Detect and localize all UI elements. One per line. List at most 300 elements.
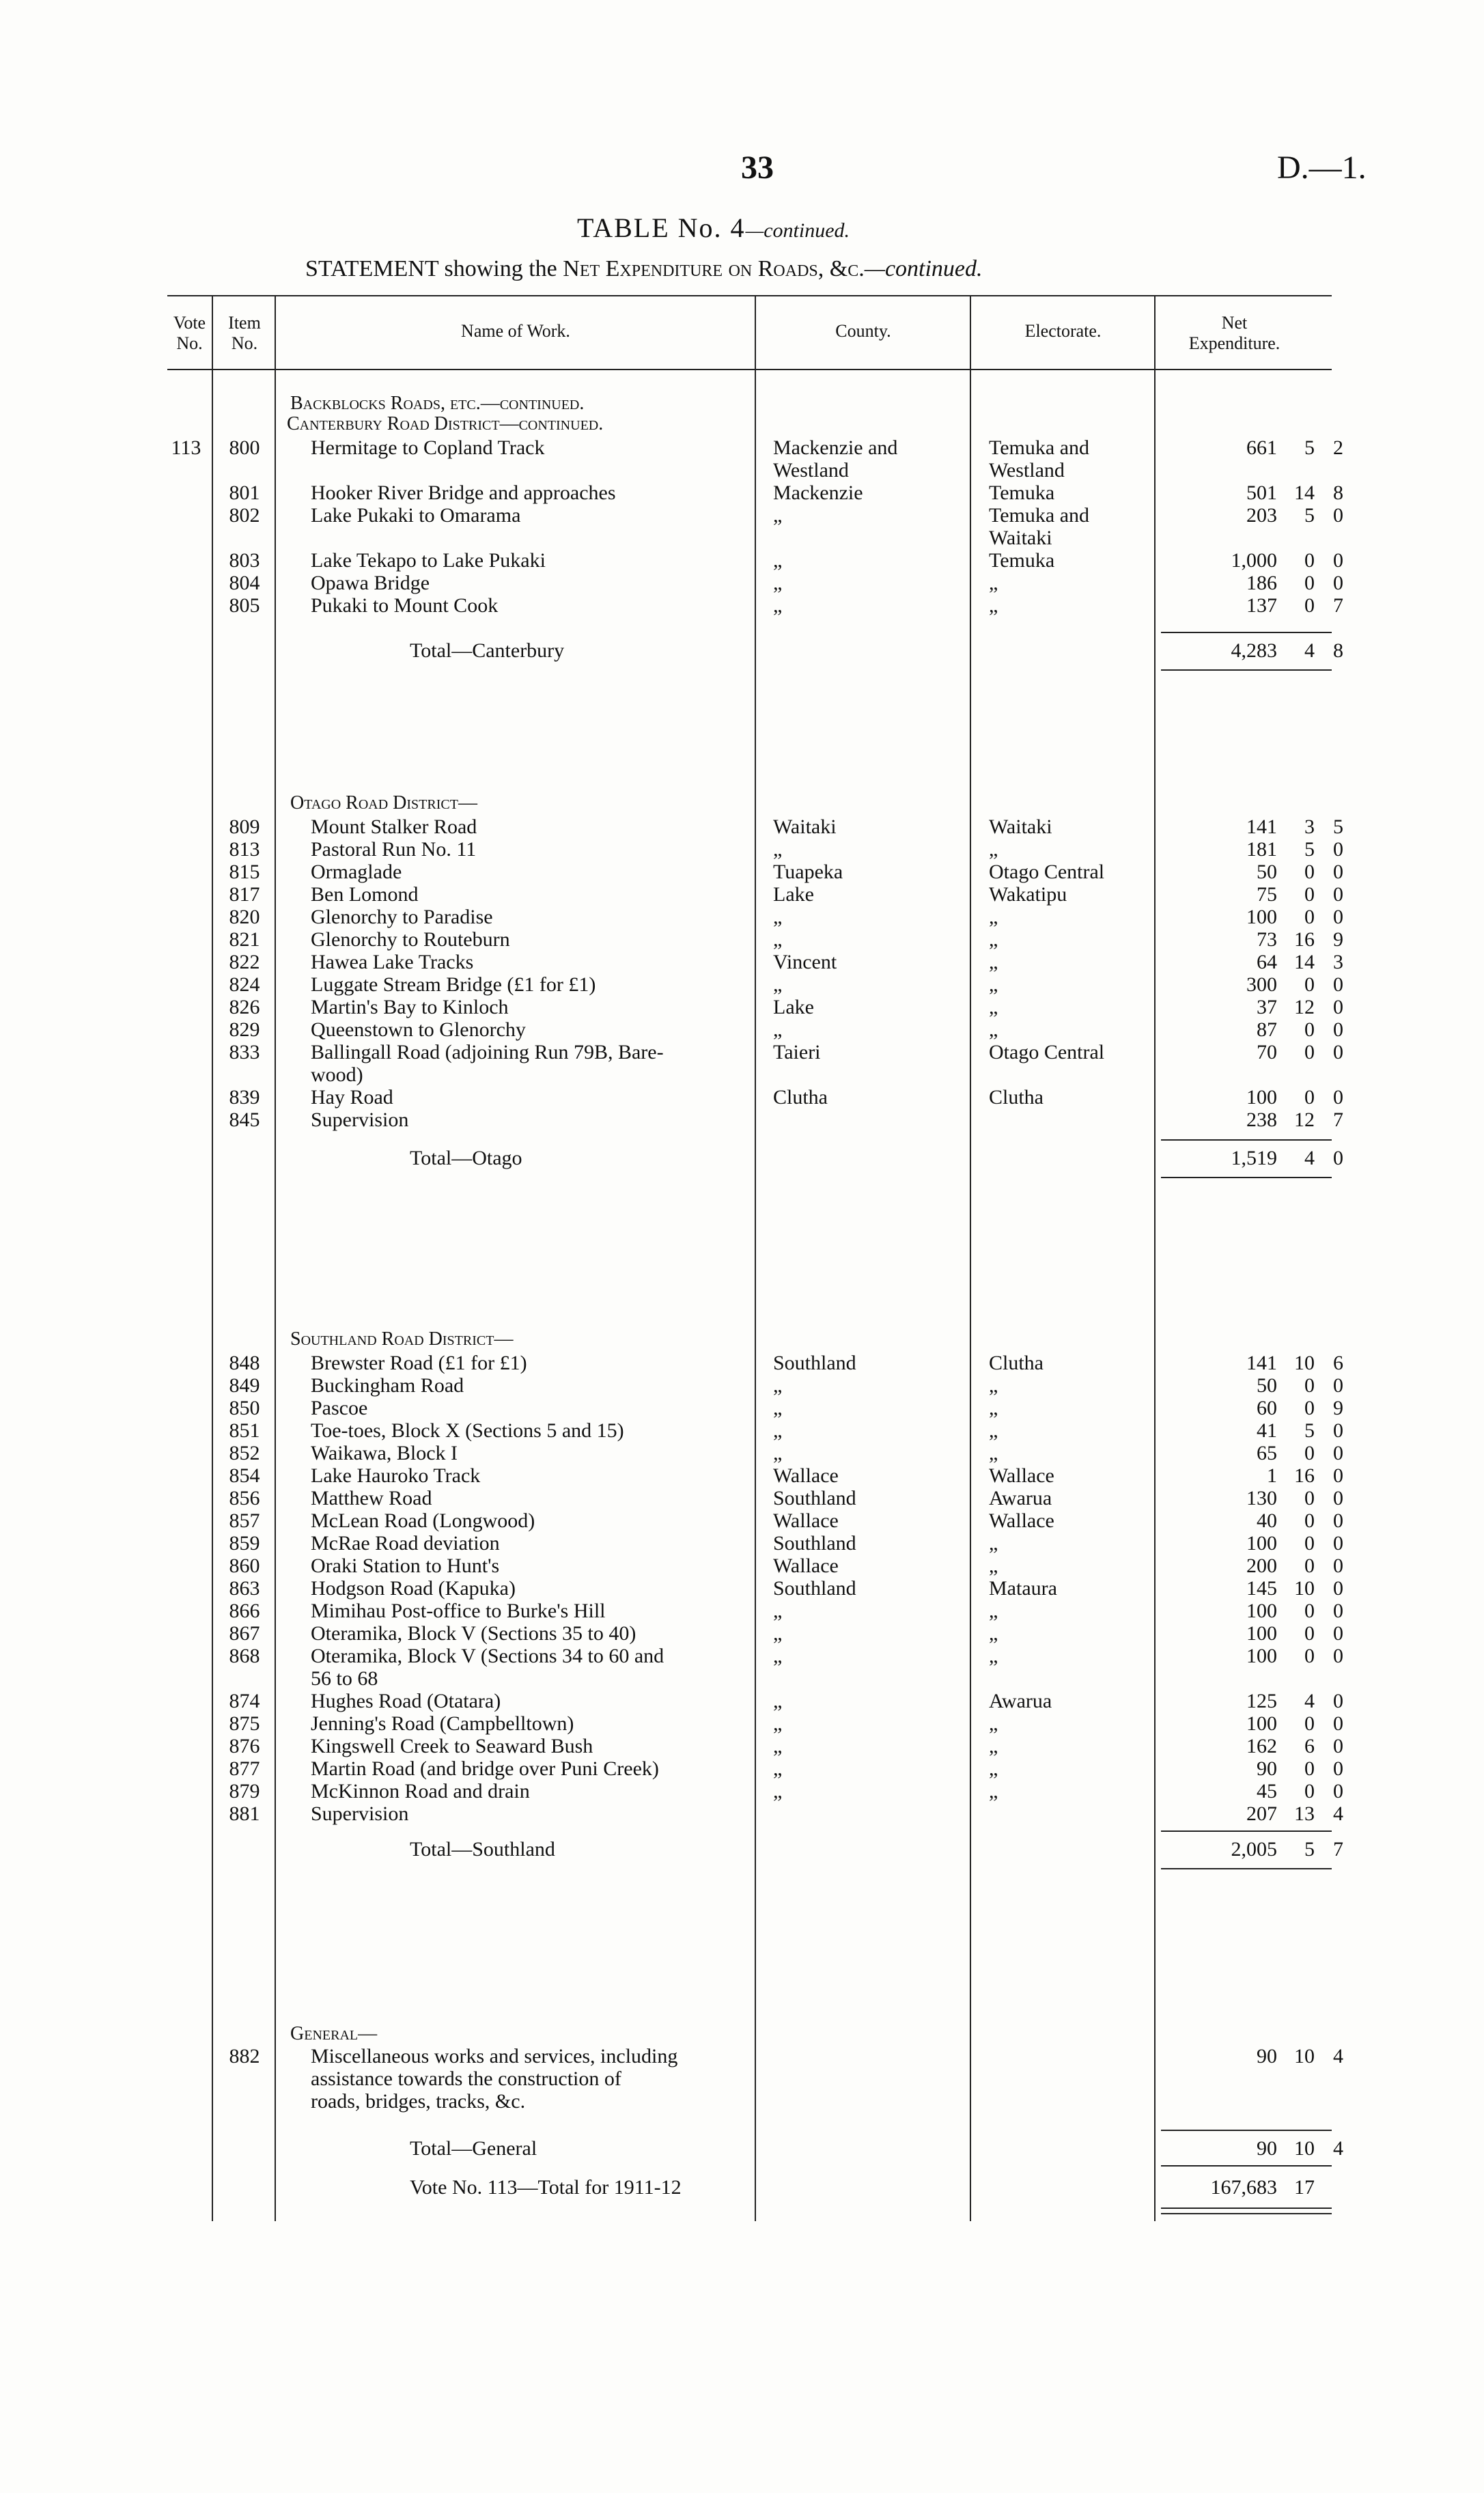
total-shillings: 5: [1304, 1838, 1315, 1861]
canterbury-total-rule: [1161, 669, 1332, 671]
pounds: 90: [1257, 1757, 1277, 1780]
work-name: Oraki Station to Hunt's: [311, 1555, 500, 1577]
otago-total-rule: [1161, 1177, 1332, 1178]
pounds: 200: [1246, 1555, 1277, 1577]
section-heading-southland: Southland Road District—: [290, 1328, 514, 1350]
shillings: 0: [1304, 1532, 1315, 1555]
work-name: Glenorchy to Routeburn: [311, 929, 510, 951]
table-row: [0, 1420, 1484, 1442]
table-row: [0, 1533, 1484, 1555]
pence: 6: [1333, 1352, 1343, 1374]
document-reference: D.—1.: [1277, 150, 1367, 186]
pounds: 37: [1257, 996, 1277, 1018]
county: „: [773, 1645, 783, 1667]
item-no: 875: [229, 1712, 260, 1735]
electorate: Temuka and: [989, 437, 1090, 459]
county: „: [773, 572, 783, 594]
electorate: „: [989, 1420, 998, 1442]
pence: 0: [1333, 1757, 1343, 1780]
work-name: Pukaki to Mount Cook: [311, 595, 499, 617]
table-row: [0, 1600, 1484, 1622]
col-header-vote: Vote No.: [173, 313, 206, 353]
shillings: 3: [1304, 816, 1315, 838]
shillings: 0: [1304, 572, 1315, 594]
pounds: 162: [1246, 1735, 1277, 1757]
pence: 0: [1333, 1622, 1343, 1645]
electorate: „: [989, 1600, 998, 1622]
shillings: 0: [1304, 1374, 1315, 1397]
item-no: 852: [229, 1442, 260, 1464]
work-name: Martin's Bay to Kinloch: [311, 997, 509, 1018]
shillings: 0: [1304, 861, 1315, 883]
county: Southland: [773, 1578, 856, 1600]
item-no: 879: [229, 1780, 260, 1802]
item-no: 801: [229, 482, 260, 504]
total-label: Total—Otago: [410, 1147, 522, 1169]
electorate: Awarua: [989, 1488, 1052, 1509]
pounds: 40: [1257, 1509, 1277, 1532]
county: Lake: [773, 884, 814, 906]
table-row: [0, 2091, 1484, 2113]
grand-total-rule-2: [1161, 2213, 1332, 2214]
col-header-electorate: Electorate.: [1024, 321, 1102, 341]
work-name: roads, bridges, tracks, &c.: [311, 2091, 526, 2113]
pence: 0: [1333, 1735, 1343, 1757]
total-pence: 7: [1333, 1838, 1343, 1861]
grand-total-pounds: 167,683: [1210, 2176, 1277, 2199]
shillings: 0: [1304, 1086, 1315, 1109]
work-name: Glenorchy to Paradise: [311, 906, 493, 928]
pounds: 203: [1246, 504, 1277, 527]
county: „: [773, 1713, 783, 1735]
pounds: 141: [1246, 1352, 1277, 1374]
electorate: Waitaki: [989, 816, 1052, 838]
electorate: Temuka and: [989, 505, 1090, 527]
work-name: McRae Road deviation: [311, 1533, 500, 1555]
item-no: 824: [229, 973, 260, 996]
county: „: [773, 1690, 783, 1712]
table-row: [0, 595, 1484, 617]
pounds: 661: [1246, 436, 1277, 459]
pence: 0: [1333, 1442, 1343, 1464]
pounds: 1,000: [1231, 549, 1277, 572]
col-header-name: Name of Work.: [461, 321, 570, 341]
item-no: 822: [229, 951, 260, 973]
county: „: [773, 1781, 783, 1802]
pence: 0: [1333, 1532, 1343, 1555]
electorate: Otago Central: [989, 861, 1105, 883]
pence: 0: [1333, 1780, 1343, 1802]
item-no: 821: [229, 928, 260, 951]
county: „: [773, 1736, 783, 1757]
electorate: Awarua: [989, 1690, 1052, 1712]
work-name: Hay Road: [311, 1087, 393, 1109]
pounds: 125: [1246, 1690, 1277, 1712]
shillings: 14: [1294, 482, 1315, 504]
section-heading-canterbury: Canterbury Road District—continued.: [287, 413, 604, 434]
total-pounds: 1,519: [1231, 1147, 1277, 1169]
county: „: [773, 906, 783, 928]
shillings: 0: [1304, 1509, 1315, 1532]
electorate: Wallace: [989, 1465, 1054, 1487]
county: Mackenzie: [773, 482, 863, 504]
table-row: [0, 1555, 1484, 1577]
shillings: 5: [1304, 1419, 1315, 1442]
work-name: Ballingall Road (adjoining Run 79B, Bare-: [311, 1042, 664, 1063]
county: Tuapeka: [773, 861, 843, 883]
table-title: [577, 212, 850, 244]
county: „: [773, 1375, 783, 1397]
table-row: [0, 1736, 1484, 1757]
county: Wallace: [773, 1465, 839, 1487]
county: „: [773, 1019, 783, 1041]
southland-total-rule: [1161, 1868, 1332, 1869]
pounds: 137: [1246, 594, 1277, 617]
item-no: 839: [229, 1086, 260, 1109]
total-pence: 0: [1333, 1147, 1343, 1169]
pence: 0: [1333, 1577, 1343, 1600]
table-row: [0, 929, 1484, 951]
table-row: [0, 1713, 1484, 1735]
work-name: Kingswell Creek to Seaward Bush: [311, 1736, 593, 1757]
total-shillings: 10: [1294, 2137, 1315, 2160]
pounds: 100: [1246, 1600, 1277, 1622]
grand-total-row: [0, 2175, 1484, 2200]
electorate: „: [989, 1645, 998, 1667]
electorate: „: [989, 974, 998, 996]
shillings: 5: [1304, 838, 1315, 861]
work-name: Matthew Road: [311, 1488, 432, 1509]
item-no: 805: [229, 594, 260, 617]
table-row: [0, 906, 1484, 928]
item-no: 849: [229, 1374, 260, 1397]
county: „: [773, 550, 783, 572]
pence: 0: [1333, 1374, 1343, 1397]
shillings: 0: [1304, 1041, 1315, 1063]
pence: 9: [1333, 1397, 1343, 1419]
pounds: 50: [1257, 1374, 1277, 1397]
pence: 0: [1333, 1018, 1343, 1041]
general-subtotal-rule: [1161, 2130, 1332, 2131]
statement-prefix: STATEMENT showing the: [305, 256, 563, 281]
table-row: [0, 951, 1484, 973]
item-no: 848: [229, 1352, 260, 1374]
table-row: [0, 1397, 1484, 1419]
table-row: [0, 816, 1484, 838]
pounds: 100: [1246, 1086, 1277, 1109]
pence: 0: [1333, 549, 1343, 572]
shillings: 0: [1304, 1757, 1315, 1780]
item-no: 833: [229, 1041, 260, 1063]
work-name: Martin Road (and bridge over Puni Creek): [311, 1758, 659, 1780]
table-row: [0, 1465, 1484, 1487]
pence: 0: [1333, 838, 1343, 861]
item-no: 845: [229, 1109, 260, 1131]
item-no: 854: [229, 1464, 260, 1487]
pounds: 73: [1257, 928, 1277, 951]
pence: 0: [1333, 1464, 1343, 1487]
electorate: „: [989, 839, 998, 861]
item-no: 881: [229, 1802, 260, 1825]
pence: 0: [1333, 861, 1343, 883]
electorate: „: [989, 1533, 998, 1555]
county: „: [773, 839, 783, 861]
pounds: 65: [1257, 1442, 1277, 1464]
county: Wallace: [773, 1555, 839, 1577]
otago-total-row: [0, 1146, 1484, 1171]
county: Waitaki: [773, 816, 837, 838]
electorate: „: [989, 1623, 998, 1645]
pence: 0: [1333, 1600, 1343, 1622]
county: Mackenzie and: [773, 437, 898, 459]
pounds: 300: [1246, 973, 1277, 996]
table-row: [0, 1623, 1484, 1645]
item-no: 867: [229, 1622, 260, 1645]
table-row: [0, 839, 1484, 861]
pounds: 100: [1246, 906, 1277, 928]
item-no: 813: [229, 838, 260, 861]
county: „: [773, 505, 783, 527]
work-name: Brewster Road (£1 for £1): [311, 1352, 527, 1374]
pence: 4: [1333, 1802, 1343, 1825]
item-no: 866: [229, 1600, 260, 1622]
electorate: „: [989, 951, 998, 973]
pounds: 100: [1246, 1622, 1277, 1645]
pence: 9: [1333, 928, 1343, 951]
electorate: „: [989, 1736, 998, 1757]
table-row: [0, 1064, 1484, 1086]
pence: 2: [1333, 436, 1343, 459]
shillings: 16: [1294, 1464, 1315, 1487]
work-name: Buckingham Road: [311, 1375, 464, 1397]
total-label: Total—Southland: [410, 1838, 555, 1861]
electorate: Mataura: [989, 1578, 1057, 1600]
total-shillings: 4: [1304, 639, 1315, 662]
pounds: 75: [1257, 883, 1277, 906]
electorate: Wallace: [989, 1510, 1054, 1532]
shillings: 0: [1304, 549, 1315, 572]
table-row: [0, 997, 1484, 1018]
total-shillings: 4: [1304, 1147, 1315, 1169]
item-no: 851: [229, 1419, 260, 1442]
table-row: [0, 1668, 1484, 1690]
pence: 0: [1333, 1086, 1343, 1109]
county: Southland: [773, 1533, 856, 1555]
pence: 8: [1333, 482, 1343, 504]
electorate: Clutha: [989, 1087, 1044, 1109]
pounds: 45: [1257, 1780, 1277, 1802]
pounds: 1: [1267, 1464, 1277, 1487]
table-row: [0, 1758, 1484, 1780]
item-no: 874: [229, 1690, 260, 1712]
table-row: [0, 1488, 1484, 1509]
total-pounds: 90: [1257, 2137, 1277, 2160]
work-name: Queenstown to Glenorchy: [311, 1019, 526, 1041]
shillings: 0: [1304, 973, 1315, 996]
table-row: [0, 1019, 1484, 1041]
southland-total-row: [0, 1837, 1484, 1862]
item-no: 826: [229, 996, 260, 1018]
pence: 5: [1333, 816, 1343, 838]
county: „: [773, 1397, 783, 1419]
county: Clutha: [773, 1087, 828, 1109]
shillings: 6: [1304, 1735, 1315, 1757]
pence: 0: [1333, 906, 1343, 928]
statement-caps: Net Expenditure on Roads, &c.: [563, 256, 865, 281]
total-label: Total—Canterbury: [410, 639, 565, 662]
shillings: 10: [1294, 1577, 1315, 1600]
item-no: 882: [229, 2045, 260, 2067]
work-name: Oteramika, Block V (Sections 34 to 60 and: [311, 1645, 664, 1667]
pounds: 501: [1246, 482, 1277, 504]
item-no: 804: [229, 572, 260, 594]
col-header-county: County.: [835, 321, 891, 341]
vote-no: 113: [171, 436, 201, 459]
table-row: [0, 974, 1484, 996]
table-row: [0, 460, 1484, 482]
pence: 0: [1333, 1555, 1343, 1577]
work-name: Miscellaneous works and services, including: [311, 2046, 678, 2067]
electorate: „: [989, 1781, 998, 1802]
work-name: McKinnon Road and drain: [311, 1781, 530, 1802]
county: Westland: [773, 460, 849, 482]
shillings: 5: [1304, 504, 1315, 527]
shillings: 0: [1304, 1622, 1315, 1645]
work-name: Toe-toes, Block X (Sections 5 and 15): [311, 1420, 624, 1442]
pence: 7: [1333, 594, 1343, 617]
shillings: 0: [1304, 1487, 1315, 1509]
shillings: 10: [1294, 1352, 1315, 1374]
pounds: 186: [1246, 572, 1277, 594]
work-name: Jenning's Road (Campbelltown): [311, 1713, 574, 1735]
pounds: 141: [1246, 816, 1277, 838]
county: „: [773, 1758, 783, 1780]
work-name: wood): [311, 1064, 363, 1086]
work-name: Supervision: [311, 1803, 409, 1825]
general-total-rule: [1161, 2165, 1332, 2167]
shillings: 0: [1304, 1018, 1315, 1041]
pence: 0: [1333, 1712, 1343, 1735]
item-no: 859: [229, 1532, 260, 1555]
pence: 4: [1333, 2045, 1343, 2067]
pounds: 50: [1257, 861, 1277, 883]
shillings: 14: [1294, 951, 1315, 973]
electorate: Wakatipu: [989, 884, 1067, 906]
shillings: 13: [1294, 1802, 1315, 1825]
electorate: Temuka: [989, 550, 1055, 572]
shillings: 5: [1304, 436, 1315, 459]
work-name: Hughes Road (Otatara): [311, 1690, 501, 1712]
table-row: [0, 505, 1484, 527]
pounds: 100: [1246, 1712, 1277, 1735]
header-bottom-rule: [167, 369, 1332, 370]
total-pounds: 4,283: [1231, 639, 1277, 662]
grand-total-shillings: 17: [1294, 2176, 1315, 2199]
otago-subtotal-rule: [1161, 1139, 1332, 1141]
section-heading-otago: Otago Road District—: [290, 792, 477, 813]
county: „: [773, 929, 783, 951]
pounds: 41: [1257, 1419, 1277, 1442]
table-row: [0, 861, 1484, 883]
table-row: [0, 1443, 1484, 1464]
pence: 0: [1333, 883, 1343, 906]
table-row: [0, 884, 1484, 906]
canterbury-subtotal-rule: [1161, 632, 1332, 633]
pence: 0: [1333, 504, 1343, 527]
work-name: Hooker River Bridge and approaches: [311, 482, 616, 504]
item-no: 850: [229, 1397, 260, 1419]
work-name: Pascoe: [311, 1397, 368, 1419]
work-name: McLean Road (Longwood): [311, 1510, 535, 1532]
electorate: „: [989, 572, 998, 594]
pence: 0: [1333, 572, 1343, 594]
table-row: [0, 1781, 1484, 1802]
pence: 0: [1333, 1690, 1343, 1712]
electorate: Temuka: [989, 482, 1055, 504]
work-name: Luggate Stream Bridge (£1 for £1): [311, 974, 596, 996]
shillings: 0: [1304, 906, 1315, 928]
item-no: 803: [229, 549, 260, 572]
county: Vincent: [773, 951, 837, 973]
work-name: Ormaglade: [311, 861, 402, 883]
table-row: [0, 1087, 1484, 1109]
table-row: [0, 550, 1484, 572]
pence: 0: [1333, 1487, 1343, 1509]
county: „: [773, 1420, 783, 1442]
electorate: Waitaki: [989, 527, 1052, 549]
county: „: [773, 1443, 783, 1464]
pounds: 181: [1246, 838, 1277, 861]
pence: 7: [1333, 1109, 1343, 1131]
pence: 0: [1333, 1041, 1343, 1063]
table-row: [0, 1803, 1484, 1825]
grand-total-label: Vote No. 113—Total for 1911-12: [410, 2176, 682, 2199]
work-name: Lake Hauroko Track: [311, 1465, 481, 1487]
item-no: 817: [229, 883, 260, 906]
item-no: 820: [229, 906, 260, 928]
work-name: Pastoral Run No. 11: [311, 839, 477, 861]
county: Taieri: [773, 1042, 821, 1063]
work-name: Supervision: [311, 1109, 409, 1131]
table-row: [0, 1645, 1484, 1667]
electorate: Clutha: [989, 1352, 1044, 1374]
general-total-row: [0, 2136, 1484, 2161]
item-no: 802: [229, 504, 260, 527]
work-name: Oteramika, Block V (Sections 35 to 40): [311, 1623, 636, 1645]
table-title-main: TABLE No. 4: [577, 212, 746, 243]
shillings: 0: [1304, 1600, 1315, 1622]
county: Wallace: [773, 1510, 839, 1532]
total-pence: 4: [1333, 2137, 1343, 2160]
total-pence: 8: [1333, 639, 1343, 662]
table-row: [0, 572, 1484, 594]
table-row: [0, 1510, 1484, 1532]
table-row: [0, 1352, 1484, 1374]
work-name: Lake Tekapo to Lake Pukaki: [311, 550, 546, 572]
pence: 0: [1333, 1509, 1343, 1532]
work-name: Mimihau Post-office to Burke's Hill: [311, 1600, 606, 1622]
county: „: [773, 1600, 783, 1622]
table-row: [0, 1109, 1484, 1131]
shillings: 10: [1294, 2045, 1315, 2067]
item-no: 856: [229, 1487, 260, 1509]
section-heading-general: General—: [290, 2023, 378, 2044]
shillings: 0: [1304, 1555, 1315, 1577]
item-no: 868: [229, 1645, 260, 1667]
shillings: 0: [1304, 1645, 1315, 1667]
work-name: Hermitage to Copland Track: [311, 437, 545, 459]
electorate: „: [989, 1713, 998, 1735]
